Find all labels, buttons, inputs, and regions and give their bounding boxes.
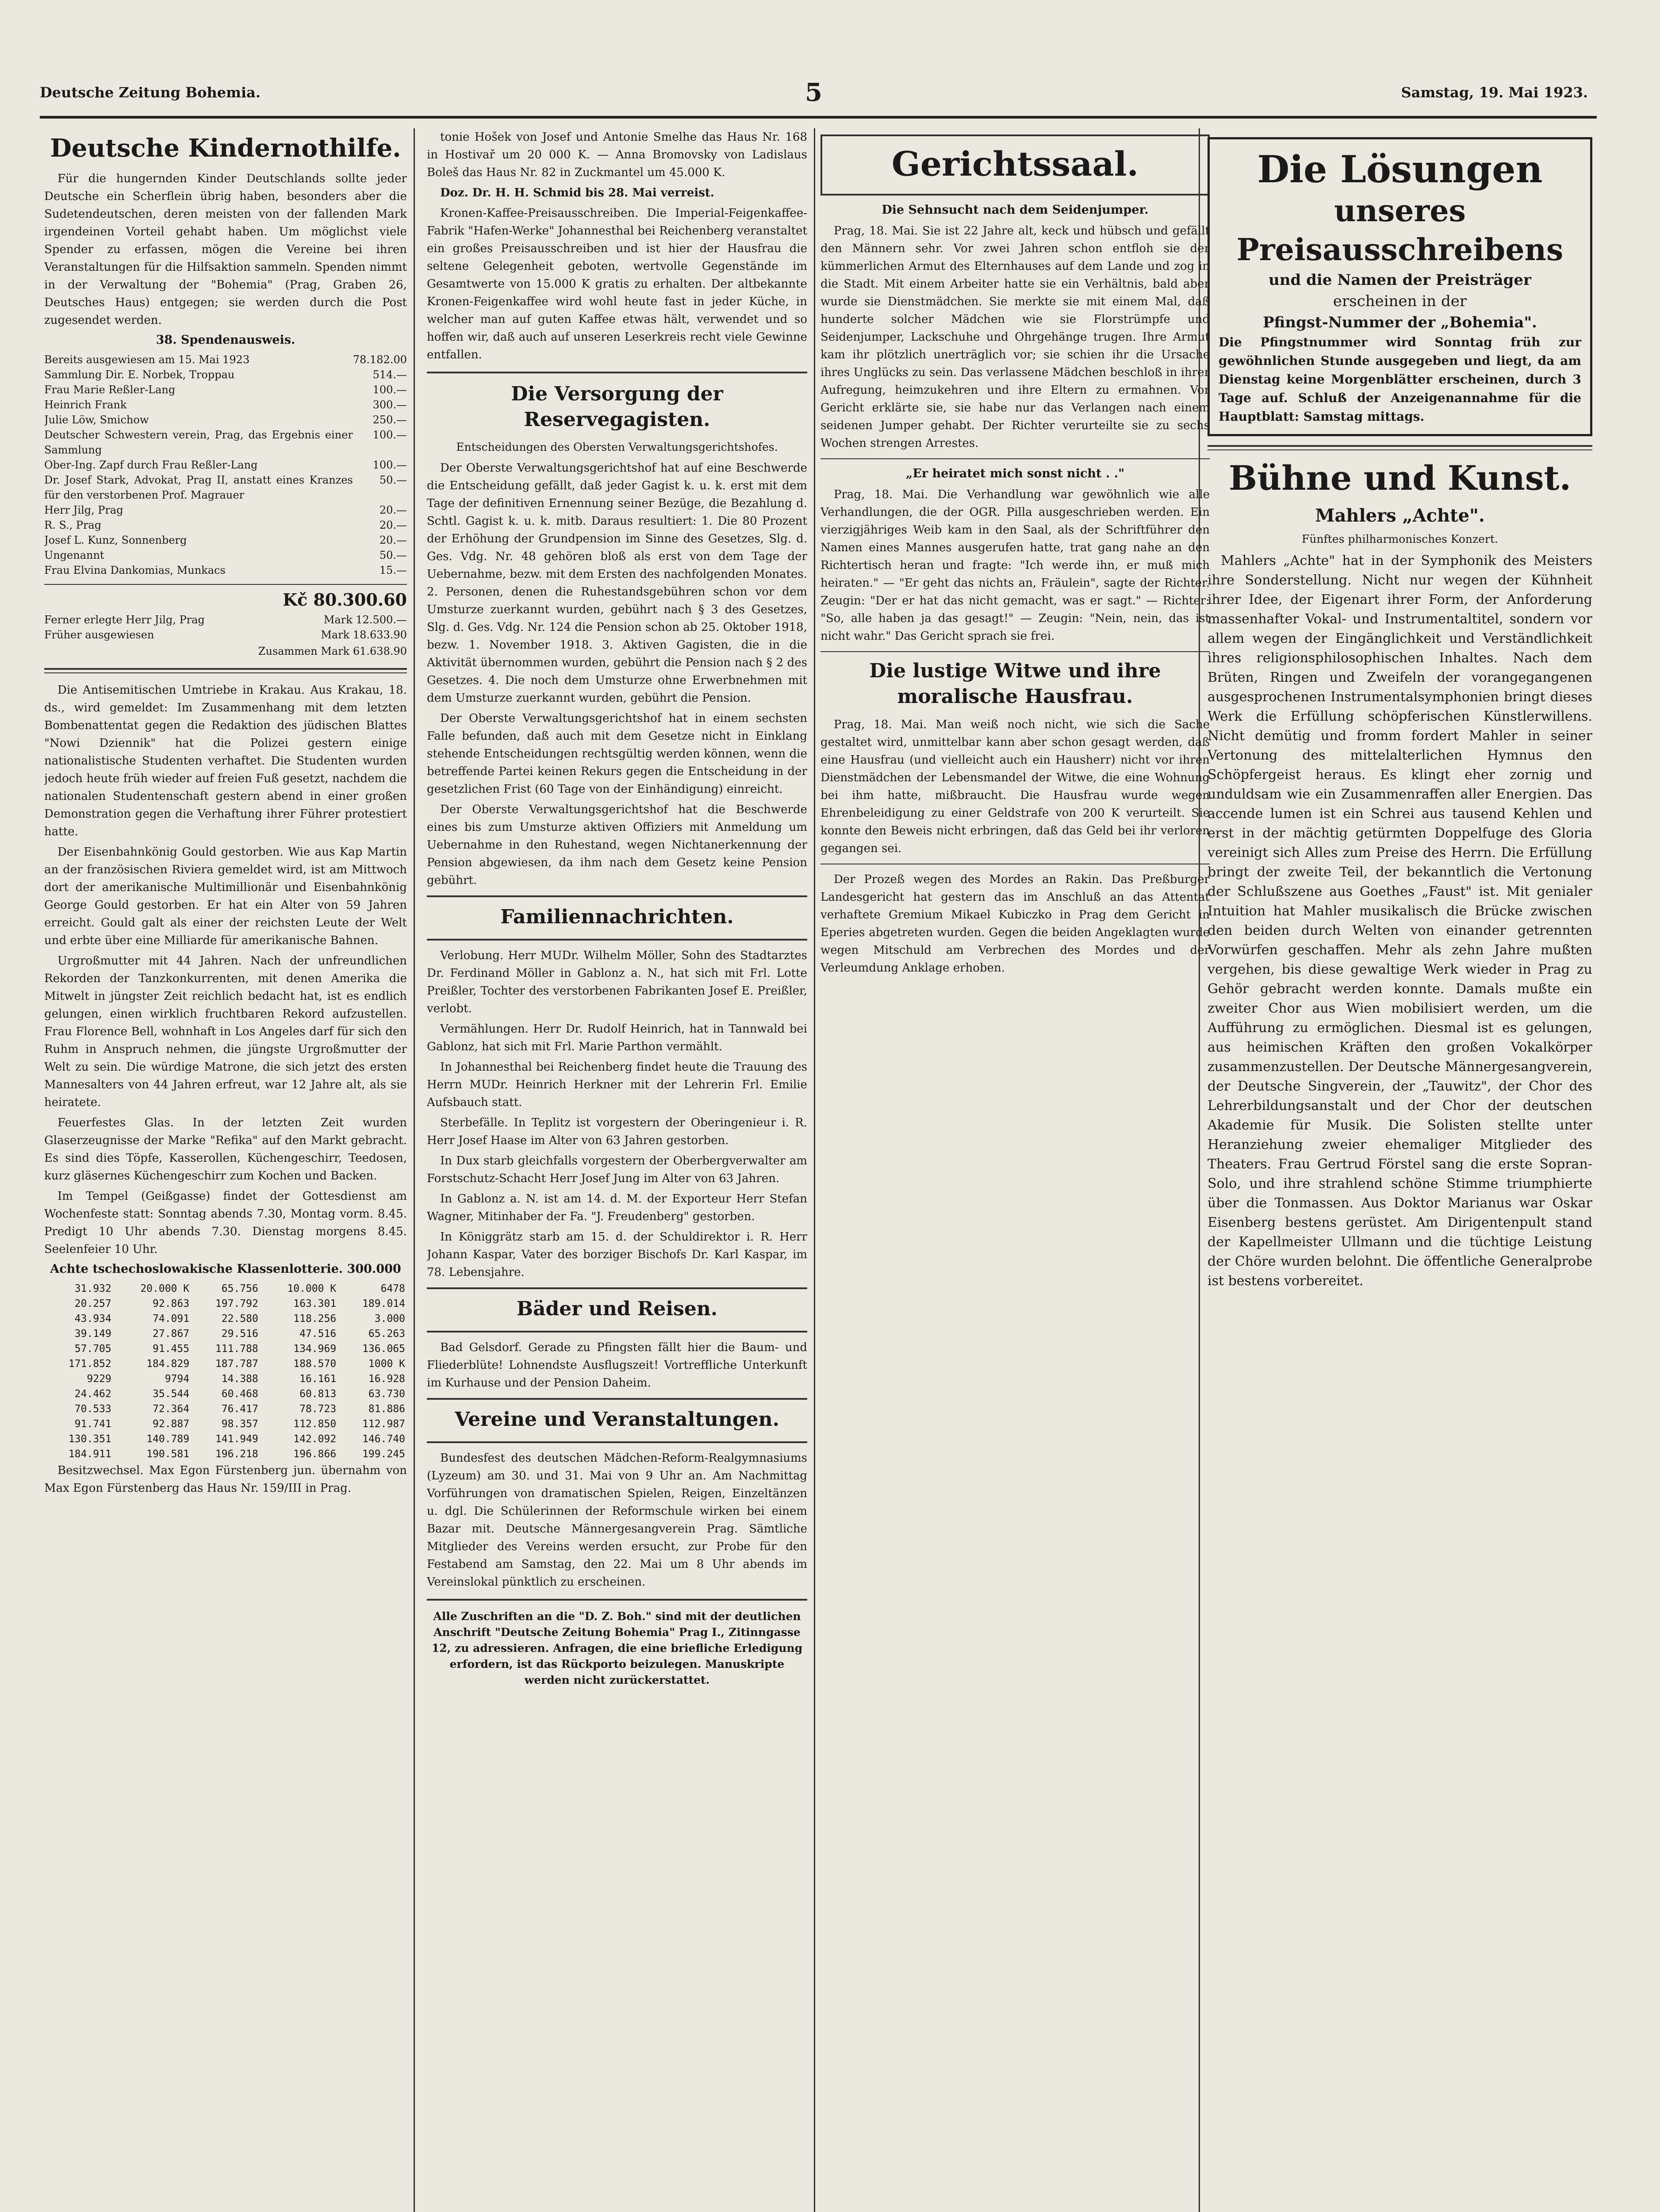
lottery-number: 141.949 [215,1433,258,1445]
donation-amount: 20.— [379,534,407,546]
lottery-number: 136.065 [362,1343,405,1355]
lottery-number: 188.570 [293,1358,337,1370]
donation-extra-table [44,612,407,642]
article-subtitle: Fünftes philharmonisches Konzert. [1302,533,1498,545]
donor-name: Julie Löw, Smichow [44,414,149,426]
lottery-number: 196.866 [293,1448,337,1460]
article-text: tonie Hošek von Josef und Antonie Smelhe das Haus Nr. 168 in Hostivař um 20 000 K. — Anna Bromovsky von Ladislaus Boleš das Haus Nr. 82 in Zuckmantel um 45.000 K. [427,131,807,179]
article-subtitle: Mahlers „Achte". [1315,505,1485,526]
lottery-row [44,1341,407,1356]
donation-amount: 15.— [379,564,407,576]
donation-table [44,352,407,578]
family-news-item: Sterbefälle. In Teplitz ist vorgestern der Oberingenieur i. R. Herr Josef Haase im Alter von 63 Jahren gestorben. [427,1116,807,1147]
lottery-number: 74.091 [153,1313,190,1325]
lottery-number: 91.741 [74,1418,111,1430]
lottery-number: 20.257 [74,1298,111,1310]
announcement-line: Die Lösungen [1257,147,1543,191]
article-title: Die Versorgung der Reservegagisten. [511,383,723,431]
donation-row [44,533,407,548]
lottery-number: 91.455 [153,1343,190,1355]
lottery-number: 81.886 [368,1403,405,1415]
section-frame [427,895,807,941]
lottery-number: 10.000 K [287,1283,337,1294]
donation-row [44,612,407,627]
donation-row [44,548,407,563]
list-title: 38. Spendenausweis. [156,333,295,347]
donation-amount: Mark 12.500.— [323,614,407,626]
lottery-number: 27.867 [153,1328,190,1340]
donor-name: Ungenannt [44,549,104,561]
family-news-item: In Gablonz a. N. ist am 14. d. M. der Exporteur Herr Stefan Wagner, Mitinhaber der Fa. "J. Freudenberg" gestorben. [427,1192,807,1223]
notice-text: Doz. Dr. H. H. Schmid bis 28. Mai verreist. [440,186,714,200]
lottery-number: 196.218 [215,1448,258,1460]
donation-sum: Zusammen Mark 61.638.90 [258,645,407,657]
lottery-number: 112.987 [362,1418,405,1430]
announcement-line: Pfingst-Nummer der „Bohemia". [1263,314,1537,331]
announcement-line: unseres Preisausschreibens [1236,193,1564,268]
donation-amount: 100.— [372,429,407,441]
running-header [40,78,1588,111]
lottery-number: 20.000 K [140,1283,190,1294]
family-news-item: In Königgrätz starb am 15. d. der Schuldirektor i. R. Herr Johann Kaspar, Vater des borziger Bischofs Dr. Karl Kaspar, im 78. Lebensjahre. [427,1230,807,1279]
lottery-row [44,1417,407,1432]
donor-name: Ober-Ing. Zapf durch Frau Reßler-Lang [44,459,258,471]
donor-name: R. S., Prag [44,519,102,531]
donation-amount: 78.182.00 [353,353,407,366]
donation-row [44,352,407,367]
lottery-row [44,1281,407,1296]
article-text: Besitzwechsel. Max Egon Fürstenberg jun. übernahm von Max Egon Fürstenberg das Haus Nr. 159/III in Prag. [44,1464,407,1495]
lottery-number: 65.756 [221,1283,258,1294]
lottery-number: 65.263 [368,1328,405,1340]
lottery-number: 140.789 [146,1433,190,1445]
section-title: Bäder und Reisen. [516,1298,718,1320]
section-title: Gerichtssaal. [891,144,1139,184]
lottery-number: 189.014 [362,1298,405,1310]
lottery-row [44,1402,407,1417]
lottery-row [44,1386,407,1402]
donation-amount: 300.— [372,399,407,411]
lottery-number: 1000 K [368,1358,405,1370]
lottery-number: 9229 [87,1373,111,1385]
divider [820,651,1210,652]
article-text: Der Eisenbahnkönig Gould gestorben. Wie aus Kap Martin an der französischen Riviera gemeldet wird, ist am Mittwoch dort der amerikanische Multimillionär und Eisenbahnkönig George Gould gestorben. Er hat ein Alter von 59 Jahren erreicht. Gould galt als einer der reichsten Leute der Welt und erbte über eine Milliarde für amerikanische Bahnen. [44,845,407,947]
donation-row [44,397,407,412]
article-subtitle: Entscheidungen des Obersten Verwaltungsgerichtshofes. [456,441,778,453]
family-news-item: Verlobung. Herr MUDr. Wilhelm Möller, Sohn des Stadtarztes Dr. Ferdinand Möller in Gablonz a. N., hat sich mit Frl. Lotte Preißler, Tochter des verstorbenen Fabrikanten Josef E. Preißler, verlobt. [427,949,807,1015]
section-title: Bühne und Kunst. [1228,458,1572,498]
lottery-number: 31.932 [74,1283,111,1294]
column-2 [427,128,807,2212]
lottery-number: 70.533 [74,1403,111,1415]
lottery-table [44,1281,407,1462]
donation-row [44,503,407,518]
article-text: Der Prozeß wegen des Mordes an Rakin. Das Preßburger Landesgericht hat gestern das im Anschluß an das Attentat verhaftete Gremium Mikael Kubiczko in Prag dem Gericht in Eperies abgetreten wurden. Gegen die beiden Angeklagten wurde wegen Mitschuld am Verbrechen des Mordes und der Verleumdung Anklage erhoben. [820,873,1210,975]
donation-amount: 20.— [379,504,407,516]
lottery-number: 130.351 [68,1433,111,1445]
donation-row [44,518,407,533]
donation-row [44,427,407,457]
lottery-number: 57.705 [74,1343,111,1355]
lottery-row [44,1326,407,1341]
lottery-number: 16.928 [368,1373,405,1385]
article-text: Prag, 18. Mai. Die Verhandlung war gewöhnlich wie alle Verhandlungen, die der OGR. Pilla ausgeschrieben werden. Ein vierzigjähriges Weib kam in den Saal, als der Schriftführer den Namen eines Mannes ausgerufen hatte, trat gang nahe an den Richtertisch heran und fragte: "Ich werde ihn, er muß mich heiraten." — "Er geht das nichts an, Fräulein", sagte der Richter. Zeugin: "Der er hat das nicht gemacht, was er sagt." — Richter: "So, alle haben ja das gesagt!" — Zeugin: "Nein, nein, das ist nicht wahr." Das Gericht sprach sie frei. [820,488,1210,643]
lottery-number: 171.852 [68,1358,111,1370]
donation-amount: 514.— [372,369,407,381]
lottery-number: 60.468 [221,1388,258,1400]
divider [1208,445,1592,450]
donor-name: Bereits ausgewiesen am 15. Mai 1923 [44,353,250,366]
donation-row [44,382,407,397]
divider [820,458,1210,459]
article-subtitle: Die Sehnsucht nach dem Seidenjumper. [882,203,1149,217]
lottery-row [44,1371,407,1386]
lottery-number: 184.911 [68,1448,111,1460]
section-frame [427,1287,807,1333]
donor-name: Sammlung Dir. E. Norbek, Troppau [44,369,235,381]
divider [44,668,407,673]
family-news-item: In Dux starb gleichfalls vorgestern der Oberbergverwalter am Forstschutz-Schacht Herr Josef Jung im Alter von 63 Jahren. [427,1154,807,1185]
announcement-line: erscheinen in der [1333,292,1467,310]
donor-name: Frau Marie Reßler-Lang [44,384,176,396]
donation-row [44,457,407,472]
section-title: Familiennachrichten. [500,906,734,928]
article-text: Feuerfestes Glas. In der letzten Zeit wurden Glaserzeugnisse der Marke "Refika" auf den Markt gebracht. Es sind dies Töpfe, Kasserollen, Küchengeschirr, Teedosen, kurz gläsernes Küchengeschirr zum Kochen und Backen. [44,1116,407,1183]
lottery-number: 72.364 [153,1403,190,1415]
article-text: Bad Gelsdorf. Gerade zu Pfingsten fällt hier die Baum- und Fliederblüte! Lohnendste Ausflugszeit! Vortreffliche Unterkunft im Kurhause und der Pension Daheim. [427,1341,807,1390]
lottery-number: 78.723 [299,1403,337,1415]
lottery-number: 142.092 [293,1433,337,1445]
family-news-list [427,947,807,1281]
article-text: Die Antisemitischen Umtriebe in Krakau. Aus Krakau, 18. ds., wird gemeldet: Im Zusammenhang mit dem letzten Bombenattentat gegen die Redaktion des jüdischen Blattes "Nowi Dziennik" hat die Polizei gestern einige nationalistische Studenten verhaftet. Die Studenten wurden jedoch heute früh wieder auf freien Fuß gesetzt, nachdem die nationalen Studentenschaft gestern abend in einer großen Demonstration gegen die Verhaftung ihrer Führer protestiert hatte. [44,684,407,838]
lottery-number: 199.245 [362,1448,405,1460]
donor-name: Deutscher Schwestern verein, Prag, das Ergebnis einer Sammlung [44,429,353,456]
lottery-number: 35.544 [153,1388,190,1400]
page-number: 5 [805,78,822,107]
article-text: Im Tempel (Geißgasse) findet der Gottesdienst am Wochenfeste statt: Sonntag abends 7.30, Montag vorm. 8.45. Predigt 10 Uhr abends 7.30. Dienstag morgens 8.45. Seelenfeier 10 Uhr. [44,1190,407,1256]
lottery-number: 92.863 [153,1298,190,1310]
column-4 [1208,128,1592,2212]
donation-row [44,627,407,642]
lottery-number: 16.161 [299,1373,337,1385]
donor-name: Früher ausgewiesen [44,629,154,641]
lottery-number: 187.787 [215,1358,258,1370]
section-title: Vereine und Veranstaltungen. [455,1408,779,1431]
lottery-number: 163.301 [293,1298,337,1310]
article-text: Urgroßmutter mit 44 Jahren. Nach der unfreundlichen Rekorden der Tanzkonkurrenten, mit denen Amerika die Mitwelt in jüngster Zeit reichlich bedacht hat, ist es endlich gelungen, einen wirklich fruchtbaren Rekord aufzustellen. Frau Florence Bell, wohnhaft in Los Angeles darf für sich den Ruhm in Anspruch nehmen, die jüngste Urgroßmutter der Welt zu sein. Die würdige Matrone, die sich jetzt des ersten Mannesalters von 44 Jahren erfreut, war 12 Jahre alt, als sie heiratete. [44,954,407,1109]
donation-row [44,367,407,382]
lottery-number: 76.417 [221,1403,258,1415]
lottery-row [44,1356,407,1371]
family-news-item: Vermählungen. Herr Dr. Rudolf Heinrich, hat in Tannwald bei Gablonz, hat sich mit Frl. Marie Parthon vermählt. [427,1022,807,1053]
divider [427,372,807,373]
donation-amount: 20.— [379,519,407,531]
lottery-row [44,1311,407,1326]
article-title: Die lustige Witwe und ihre moralische Hausfrau. [869,660,1161,708]
announcement-line: und die Namen der Preisträger [1269,271,1531,289]
lottery-number: 197.792 [215,1298,258,1310]
section-frame [427,1398,807,1443]
donation-row [44,472,407,503]
donation-row [44,563,407,578]
divider [44,584,407,585]
column-1 [44,128,407,2212]
donation-amount: 250.— [372,414,407,426]
lottery-number: 146.740 [362,1433,405,1445]
donor-name: Heinrich Frank [44,399,127,411]
lottery-row [44,1447,407,1462]
lottery-number: 43.934 [74,1313,111,1325]
donation-amount: Mark 18.633.90 [321,629,407,641]
donation-total: Kč 80.300.60 [283,590,407,610]
donor-name: Frau Elvina Dankomias, Munkacs [44,564,226,576]
lottery-number: 29.516 [221,1328,258,1340]
lottery-number: 63.730 [368,1388,405,1400]
announcement-text: Die Pfingstnummer wird Sonntag früh zur gewöhnlichen Stunde ausgegeben und liegt, da am Dienstag keine Morgenblätter erscheinen, durch 3 Tage auf. Schluß der Anzeigenannahme für die Hauptblatt: Samstag mittags. [1219,335,1581,424]
donor-name: Josef L. Kunz, Sonnenberg [44,534,187,546]
lottery-number: 190.581 [146,1448,190,1460]
lottery-number: 6478 [380,1283,405,1294]
column-divider [414,128,415,2212]
issue-date: Samstag, 19. Mai 1923. [1401,84,1588,101]
donation-amount: 100.— [372,459,407,471]
header-rule [40,116,1597,119]
editorial-notice: Alle Zuschriften an die "D. Z. Boh." sind mit der deutlichen Anschrift "Deutsche Zeitung Bohemia" Prag I., Zitinngasse 12, zu adressieren. Anfragen, die eine briefliche Erledigung erfordern, ist das Rückporto beizulegen. Manuskripte werden nicht zurückerstattet. [431,1610,803,1686]
lottery-number: 184.829 [146,1358,190,1370]
article-text: Der Oberste Verwaltungsgerichtshof hat auf eine Beschwerde die Entscheidung gefällt, daß jeder Gagist k. u. k. erst mit dem Tage der definitiven Ernennung seiner Bezüge, die Bezahlung d. Schtl. Gagist k. u. k. mitb. Daraus resultiert: 1. Die 80 Prozent der Erhöhung der Grundpension im Sinne des Gesetzes, Slg. d. Ges. Vdg. Nr. 48 gehören bloß als erst von dem Tage der Uebernahme, bezw. mit dem Ersten des nachfolgenden Monates. 2. Personen, denen die Ruhestandsgebühren schon vor dem Umsturze zuerkannt wurden, gebührt nach § 3 des Gesetzes, Slg. d. Ges. Vdg. Nr. 124 die Pension schon ab 25. Oktober 1918, bezw. 1. November 1918. 3. Aktiven Gagisten, die in die Aktivität übernommen wurden, gebührt die Pension nach § 2 des Gesetzes. 4. Die noch dem Umsturze ohne Erwerbnehmen mit dem Umsturze zuerkannt wurden, gebührt die Pension. [427,461,807,705]
donation-amount: 100.— [372,384,407,396]
lottery-row [44,1296,407,1311]
lottery-row [44,1432,407,1447]
article-text: Prag, 18. Mai. Sie ist 22 Jahre alt, keck und hübsch und gefällt den Männern sehr. Vor zwei Jahren schon entfloh sie der kümmerlichen Armut des Elternhauses auf dem Lande und zog in die Stadt. Mit einem Arbeiter hatte sie ein Verhältnis, bald aber wurde sie Dienstmädchen. Sie merkte sie mit einem Mal, daß hunderte solcher Mädchen wie sie Florstrümpfe und Seidenjumper, Lackschuhe und Ohrgehänge trugen. Ihre Armut kam ihr plötzlich unerträglich vor; sie schien ihr die Ursache ihres Unglücks zu sein. Das verlassene Mädchen beschloß in ihrer Aufregung, heimzukehren und ihre Eltern zu ermahnen. Vor Gericht erklärte sie, sie habe nur das Verlangen nach einem seidenen Jumper gehabt. Der Richter verurteilte sie zu sechs Wochen strengen Arrestes. [820,224,1210,450]
lottery-number: 39.149 [74,1328,111,1340]
lottery-number: 98.357 [221,1418,258,1430]
divider [427,1599,807,1601]
family-news-item: In Johannesthal bei Reichenberg findet heute die Trauung des Herrn MUDr. Heinrich Herkner mit der Lehrerin Frl. Emilie Aufsbauch statt. [427,1060,807,1109]
donor-name: Herr Jilg, Prag [44,504,123,516]
column-divider [814,128,815,2212]
article-title: Deutsche Kindernothilfe. [50,134,401,163]
donor-name: Ferner erlegte Herr Jilg, Prag [44,614,205,626]
lottery-number: 111.788 [215,1343,258,1355]
donation-row [44,412,407,427]
lottery-number: 60.813 [299,1388,337,1400]
article-text: Kronen-Kaffee-Preisausschreiben. Die Imperial-Feigenkaffee-Fabrik "Hafen-Werke" Johannesthal bei Reichenberg veranstaltet ein großes Preisausschreiben und ist hier der Hausfrau die seltene Gelegenheit geboten, wertvolle Gegenstände im Gesamtwerte von 15.000 K gratis zu erhalten. Der altbekannte Kronen-Feigenkaffee wird wohl heute fast in jeder Küche, in welcher man auf guten Kaffee etwas hält, verwendet und so hoffen wir, daß auch auf unseren Leserkreis recht viele Gewinne entfallen. [427,207,807,361]
lottery-number: 134.969 [293,1343,337,1355]
lottery-number: 47.516 [299,1328,337,1340]
article-text: Bundesfest des deutschen Mädchen-Reform-Realgymnasiums (Lyzeum) am 30. und 31. Mai von 9 Uhr an. Am Nachmittag Vorführungen von dramatischen Spielen, Reigen, Einzeltänzen u. dgl. Die Schülerinnen der Reformschule wirken bei einem Bazar mit. Deutsche Männergesangverein Prag. Sämtliche Mitglieder des Vereins werden ersucht, zur Probe für den Festabend am Samstag, den 22. Mai um 8 Uhr abends im Vereinslokal pünktlich zu erscheinen. [427,1452,807,1589]
article-text: Mahlers „Achte" hat in der Symphonik des Meisters ihre Sonderstellung. Nicht nur wegen der Kühnheit ihrer Idee, der Eigenart ihrer Form, der Anforderung massenhafter Vokal- und Instrumentaltitel, sondern vor allem wegen der Eingänglichkeit und Verständlichkeit ihres religionsphilosophischen Inhaltes. Nach dem Brüten, Ringen und Zweifeln der vorangegangenen ausgesprochenen Instrumentalsymphonien bringt dieses Werk die Erfüllung schöpferischen Künstlerwillens. Nicht demütig und fromm fordert Mahler in seiner Vertonung des mittelalterlichen Hymnus den Schöpfergeist heraus. Es klingt eher zornig und unduldsam wie ein Zusammenraffen aller Energien. Das accende lumen ist ein Schrei aus tausend Kehlen und erst in der mächtig getürmten Doppelfuge des Gloria vereinigt sich Alles zum Preise des Herrn. Die Erfüllung bringt der zweite Teil, der bekanntlich die Vertonung der Schlußszene aus Goethes „Faust" ist. Mit genialer Intuition hat Mahler musikalisch die Brücke zwischen den beiden durch Welten von einander getrennten Vorwürfen geschaffen. Mehr als zehn Jahre mußten vergehen, bis diese gewaltige Werk wieder in Prag zu Gehör gebracht werden konnte. Damals mußte ein zweiter Chor aus Wien mobilisiert werden, um die Aufführung zu ermöglichen. Diesmal ist es gelungen, aus heimischen Kräften den großen Vokalkörper zusammenzustellen. Der Deutsche Männergesangverein, der Deutsche Singverein, der „Tauwitz", der Chor des Lehrerbildungsanstalt und der Chor der deutschen Akademie für Musik. Die Solisten stellte unter Heranziehung zweier ehemaliger Mitglieder des Theaters. Frau Gertrud Förstel sang die erste Sopran-Solo, und ihre strahlend schöne Stimme triumphierte über die Tonmassen. Aus Doktor Marianus war Oskar Eisenberg bestens gerüstet. Am Dirigentenpult stand der Kapellmeister Ullmann und die tüchtige Leistung der Chöre wurden belohnt. Die öffentliche Generalprobe ist bestens vorbereitet. [1208,553,1592,1289]
donation-amount: 50.— [379,474,407,486]
lottery-number: 14.388 [221,1373,258,1385]
article-subtitle: „Er heiratet mich sonst nicht . ." [905,467,1125,480]
article-text: Der Oberste Verwaltungsgerichtshof hat die Beschwerde eines bis zum Umsturze aktiven Offiziers mit Anmeldung um Uebernahme in den Ruhestand, wegen Nichtanerkennung der Pension abgewiesen, da ihm nach dem Gesetz keine Pension gebührt. [427,803,807,887]
column-3 [820,128,1210,2212]
lottery-number: 9794 [165,1373,190,1385]
lottery-number: 22.580 [221,1313,258,1325]
lottery-number: 3.000 [374,1313,405,1325]
lottery-number: 24.462 [74,1388,111,1400]
announcement-box [1208,137,1592,436]
article-text: Prag, 18. Mai. Man weiß noch nicht, wie sich die Sache gestaltet wird, unmittelbar kann aber schon gesagt werden, daß eine Hausfrau (und vielleicht auch ein Hausherr) nicht vor ihren Dienstmädchen der Lebensmandel der Witwe, die eine Wohnung bei ihm hatte, mißbraucht. Die Hausfrau wurde wegen Ehrenbeleidigung zu einer Geldstrafe von 200 K verurteilt. Sie konnte den Beweis nicht erbringen, daß das Geld bei ihr verloren gegangen sei. [820,718,1210,855]
donor-name: Dr. Josef Stark, Advokat, Prag II, anstatt eines Kranzes für den verstorbenen Prof. Magrauer [44,474,353,501]
paper-name: Deutsche Zeitung Bohemia. [40,84,261,101]
lottery-number: 112.850 [293,1418,337,1430]
section-frame [820,134,1210,196]
lottery-number: 118.256 [293,1313,337,1325]
lottery-number: 92.887 [153,1418,190,1430]
lottery-title: Achte tschechoslowakische Klassenlotterie. 300.000 [50,1262,401,1276]
article-text: Für die hungernden Kinder Deutschlands sollte jeder Deutsche ein Scherflein übrig haben, besonders aber die Sudetendeutschen, deren meisten von der fallenden Mark irgendeinen Vorteil gehabt haben. Um möglichst viele Spender zu erfassen, mögen die Vereine bei ihren Veranstaltungen für die Hilfsaktion sammeln. Spenden nimmt in der Verwaltung der "Bohemia" (Prag, Graben 26, Deutsches Haus) entgegen; sie werden durch die Post zugesendet werden. [44,172,407,327]
article-text: Der Oberste Verwaltungsgerichtshof hat in einem sechsten Falle befunden, daß auch mit dem Gesetze nicht in Einklang stehende Entscheidungen rechtsgültig werden können, wenn die betreffende Partei keinen Rekurs gegen die Entscheidung in der gesetzlichen Frist (60 Tage von der Einhändigung) einreicht. [427,712,807,796]
donation-amount: 50.— [379,549,407,561]
